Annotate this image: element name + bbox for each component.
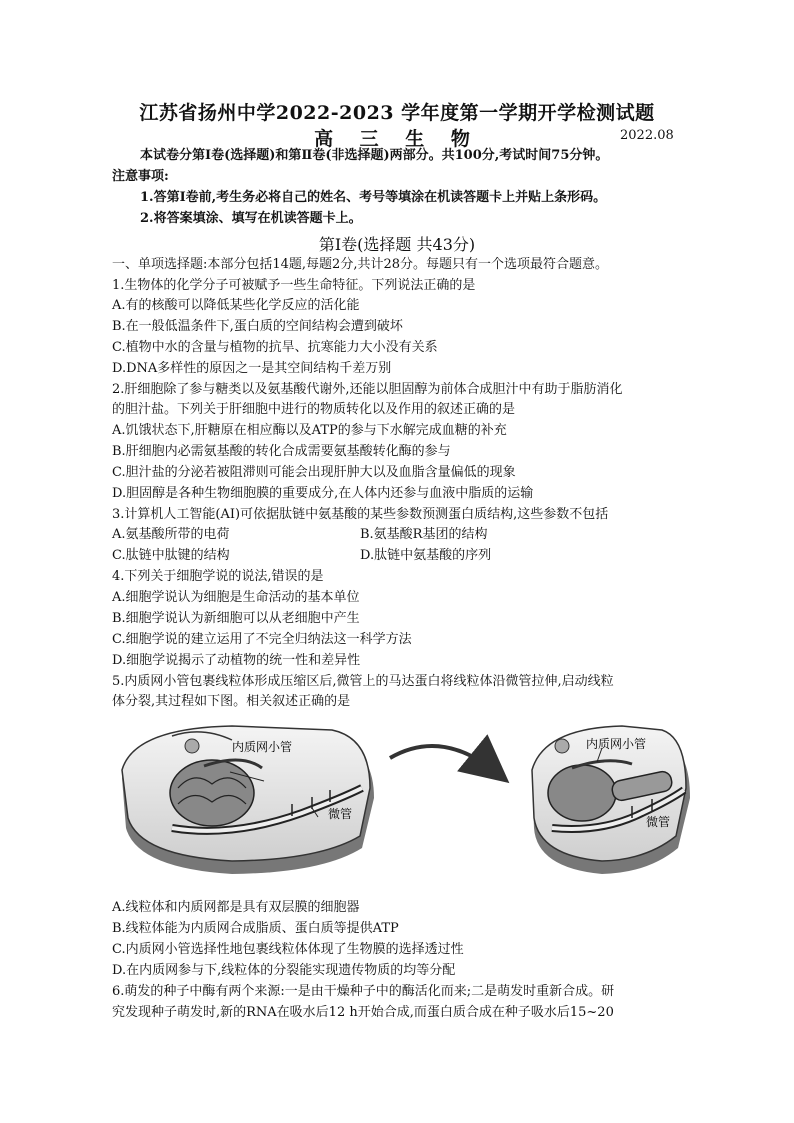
q5-option-d: D.在内质网参与下,线粒体的分裂能实现遗传物质的均等分配 (112, 963, 456, 978)
mitochondrion-left (170, 760, 254, 826)
q6-stem-line1: 6.萌发的种子中酶有两个来源:一是由干燥种子中的酶活化而来;二是萌发时重新合成。研 (112, 984, 615, 999)
q3-option-b: B.氨基酸R基团的结构 (360, 527, 488, 542)
q2-option-a: A.饥饿状态下,肝糖原在相应酶以及ATP的参与下水解完成血糖的补充 (112, 423, 507, 438)
label-er-tubule-left: 内质网小管 (232, 740, 293, 754)
q4-option-c: C.细胞学说的建立运用了不完全归纳法这一科学方法 (112, 632, 412, 647)
exam-title: 江苏省扬州中学2022-2023 学年度第一学期开学检测试题 (139, 102, 655, 124)
q5-option-a: A.线粒体和内质网都是具有双层膜的细胞器 (112, 900, 360, 915)
label-microtubule-left: 微管 (328, 807, 353, 821)
q3-option-d: D.肽链中氨基酸的序列 (360, 548, 492, 563)
q1-option-a: A.有的核酸可以降低某些化学反应的活化能 (112, 298, 360, 313)
label-er-tubule-right: 内质网小管 (586, 737, 647, 751)
notice-item-1: 1.答第Ⅰ卷前,考生务必将自己的姓名、考号等填涂在机读答题卡上并贴上条形码。 (140, 190, 607, 205)
q1-option-d: D.DNA多样性的原因之一是其空间结构千差万别 (112, 361, 392, 376)
q2-option-c: C.胆汁盐的分泌若被阻滞则可能会出现肝肿大以及血脂含量偏低的现象 (112, 465, 516, 480)
q3-stem: 3.计算机人工智能(AI)可依据肽链中氨基酸的某些参数预测蛋白质结构,这些参数不包括 (112, 507, 609, 522)
cell-during-division (532, 726, 690, 874)
q4-stem: 4.下列关于细胞学说的说法,错误的是 (112, 569, 324, 584)
q3-option-a: A.氨基酸所带的电荷 (112, 527, 230, 542)
q5-stem-line1: 5.内质网小管包裹线粒体形成压缩区后,微管上的马达蛋白将线粒体沿微管拉伸,启动线粒 (112, 674, 614, 689)
mitochondrion-right-a (548, 765, 616, 821)
q2-stem-line1: 2.肝细胞除了参与糖类以及氨基酸代谢外,还能以胆固醇为前体合成胆汁中有助于脂肪消化 (112, 382, 623, 397)
notice-title: 注意事项: (112, 169, 169, 184)
q2-option-b: B.肝细胞内必需氨基酸的转化合成需要氨基酸转化酶的参与 (112, 444, 451, 459)
section-instruction: 一、单项选择题:本部分包括14题,每题2分,共计28分。每题只有一个选项最符合题意。 (112, 257, 609, 272)
q1-stem: 1.生物体的化学分子可被赋予一些生命特征。下列说法正确的是 (112, 278, 476, 293)
q5-stem-line2: 体分裂,其过程如下图。相关叙述正确的是 (112, 694, 351, 709)
label-microtubule-right: 微管 (646, 815, 671, 829)
q4-option-d: D.细胞学说揭示了动植物的统一性和差异性 (112, 653, 361, 668)
q6-stem-line2: 究发现种子萌发时,新的RNA在吸水后12 h开始合成,而蛋白质合成在种子吸水后15~20 (112, 1005, 614, 1020)
q1-option-b: B.在一般低温条件下,蛋白质的空间结构会遭到破坏 (112, 319, 403, 334)
exam-summary: 本试卷分第Ⅰ卷(选择题)和第Ⅱ卷(非选择题)两部分。共100分,考试时间75分钟。 (140, 148, 609, 163)
exam-subject: 高 三 生 物 (314, 128, 480, 150)
q3-option-c: C.肽链中肽键的结构 (112, 548, 230, 563)
q1-option-c: C.植物中水的含量与植物的抗旱、抗寒能力大小没有关系 (112, 340, 438, 355)
exam-date: 2022.08 (620, 128, 674, 143)
cell-before-division (122, 726, 374, 874)
q2-stem-line2: 的胆汁盐。下列关于肝细胞中进行的物质转化以及作用的叙述正确的是 (112, 402, 516, 417)
q4-option-a: A.细胞学说认为细胞是生命活动的基本单位 (112, 590, 360, 605)
section-title: 第Ⅰ卷(选择题 共43分) (318, 235, 476, 254)
notice-item-2: 2.将答案填涂、填写在机读答题卡上。 (140, 211, 362, 226)
mitochondria-division-figure (112, 718, 692, 898)
q2-option-d: D.胆固醇是各种生物细胞膜的重要成分,在人体内还参与血液中脂质的运输 (112, 486, 534, 501)
q5-option-b: B.线粒体能为内质网合成脂质、蛋白质等提供ATP (112, 921, 399, 936)
q5-option-c: C.内质网小管选择性地包裹线粒体体现了生物膜的选择透过性 (112, 942, 464, 957)
transition-arrow (390, 746, 497, 773)
q4-option-b: B.细胞学说认为新细胞可以从老细胞中产生 (112, 611, 360, 626)
figure-svg (112, 718, 692, 898)
